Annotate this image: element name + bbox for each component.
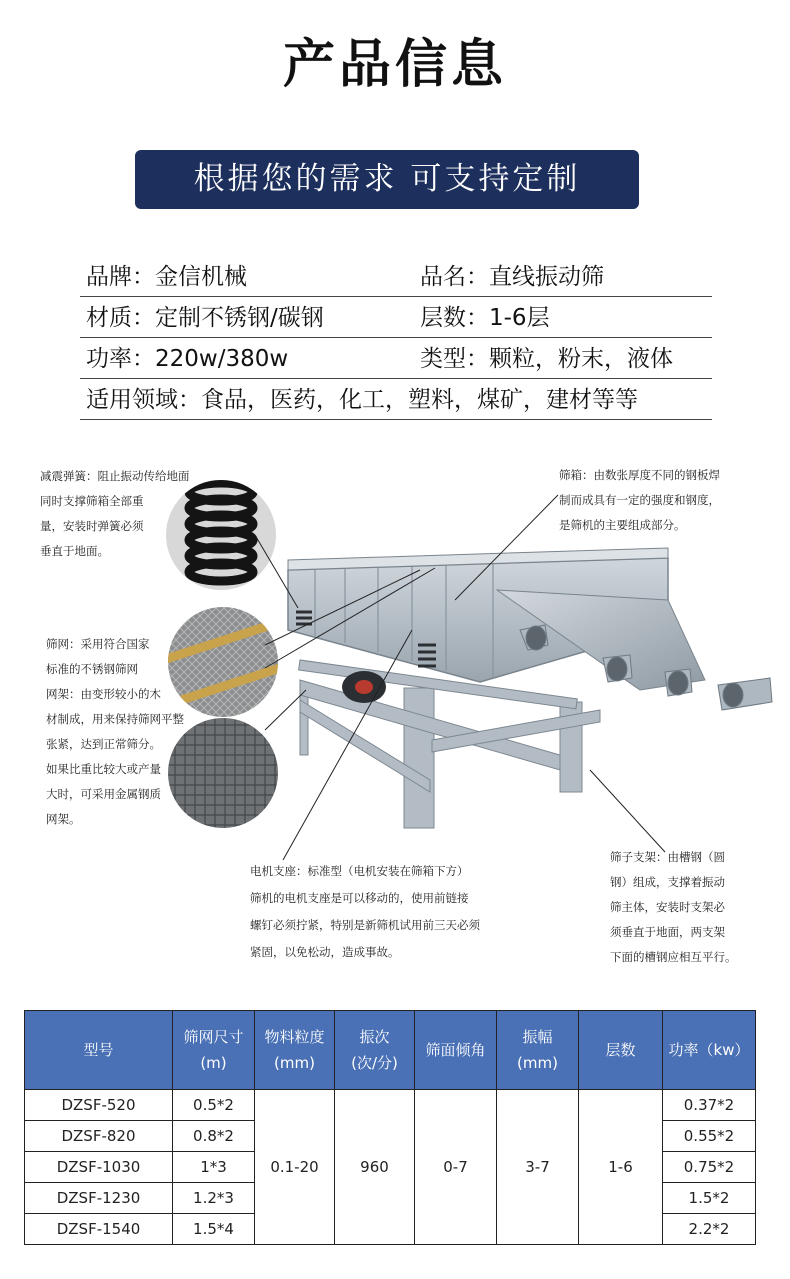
cell-layers: 1-6	[579, 1090, 663, 1245]
spec-row-material	[80, 297, 712, 338]
annotation-screen-box: 筛箱：由数张厚度不同的钢板焊 制而成具有一定的强度和钢度， 是筛机的主要组成部分。	[559, 468, 720, 532]
spec-application: 适用领域：食品，医药，化工，塑料，煤矿，建材等等	[86, 387, 638, 413]
cell-power: 0.55*2	[663, 1121, 756, 1152]
spec-power: 功率：220w/380w	[86, 346, 289, 372]
spec-material: 材质：定制不锈钢/碳钢	[86, 305, 324, 331]
parameter-table	[24, 1010, 756, 1245]
header-layers: 层数	[579, 1011, 663, 1090]
cell-model: DZSF-1540	[25, 1214, 173, 1245]
spec-layers: 层数：1-6层	[420, 305, 550, 331]
cell-angle: 0-7	[415, 1090, 497, 1245]
spec-product-name: 品名：直线振动筛	[420, 264, 604, 290]
customization-banner: 根据您的需求 可支持定制	[135, 150, 639, 209]
table-header-row	[25, 1011, 756, 1090]
cell-particle: 0.1-20	[255, 1090, 335, 1245]
page-title: 产品信息	[282, 35, 507, 95]
cell-power: 2.2*2	[663, 1214, 756, 1245]
cell-model: DZSF-520	[25, 1090, 173, 1121]
annotation-support-frame: 筛子支架：由槽钢（圆 钢）组成，支撑着振动 筛主体，安装时支架必 须垂直于地面，两支架 下面的槽钢应相互平行。	[610, 850, 737, 964]
cell-model: DZSF-1230	[25, 1183, 173, 1214]
header-power: 功率（kw）	[663, 1011, 756, 1090]
cell-frequency: 960	[335, 1090, 415, 1245]
header-amplitude: 振幅 (mm)	[497, 1011, 579, 1090]
header-model: 型号	[25, 1011, 173, 1090]
spec-type: 类型：颗粒，粉末，液体	[420, 346, 673, 372]
motor	[342, 671, 386, 703]
spec-row-brand	[80, 256, 712, 297]
cell-size: 1.2*3	[173, 1183, 255, 1214]
header-frequency: 振次 (次/分)	[335, 1011, 415, 1090]
cell-model: DZSF-1030	[25, 1152, 173, 1183]
header-angle: 筛面倾角	[415, 1011, 497, 1090]
table-row	[25, 1090, 756, 1121]
annotation-screen-mesh: 筛网：采用符合国家 标准的不锈钢筛网 网架：由变形较小的木 材制成，用来保持筛网平整 张紧，达到正常筛分。 如果比重比较大或产量 大时，可采用金属钢质 网架。	[46, 637, 184, 826]
cell-power: 0.75*2	[663, 1152, 756, 1183]
header-particle-size: 物料粒度 (mm)	[255, 1011, 335, 1090]
annotation-motor-seat: 电机支座：标准型（电机安装在筛箱下方） 筛机的电机支座是可以移动的，使用前链接 螺钉必须拧紧，特别是新筛机试用前三天必须 紧固，以免松动，造成事故。	[250, 864, 480, 959]
cell-size: 1.5*4	[173, 1214, 255, 1245]
cell-size: 0.8*2	[173, 1121, 255, 1152]
spec-row-power	[80, 338, 712, 379]
spec-brand: 品牌：金信机械	[86, 264, 247, 290]
cell-model: DZSF-820	[25, 1121, 173, 1152]
spec-row-application	[80, 379, 712, 420]
annotation-spring: 减震弹簧：阻止振动传给地面 同时支撑筛箱全部重 量，安装时弹簧必须 垂直于地面。	[40, 469, 190, 558]
header-mesh-size: 筛网尺寸 (m)	[173, 1011, 255, 1090]
cell-power: 0.37*2	[663, 1090, 756, 1121]
cell-size: 0.5*2	[173, 1090, 255, 1121]
cell-amplitude: 3-7	[497, 1090, 579, 1245]
cell-power: 1.5*2	[663, 1183, 756, 1214]
frame-grid-detail-photo	[168, 718, 278, 828]
cell-size: 1*3	[173, 1152, 255, 1183]
